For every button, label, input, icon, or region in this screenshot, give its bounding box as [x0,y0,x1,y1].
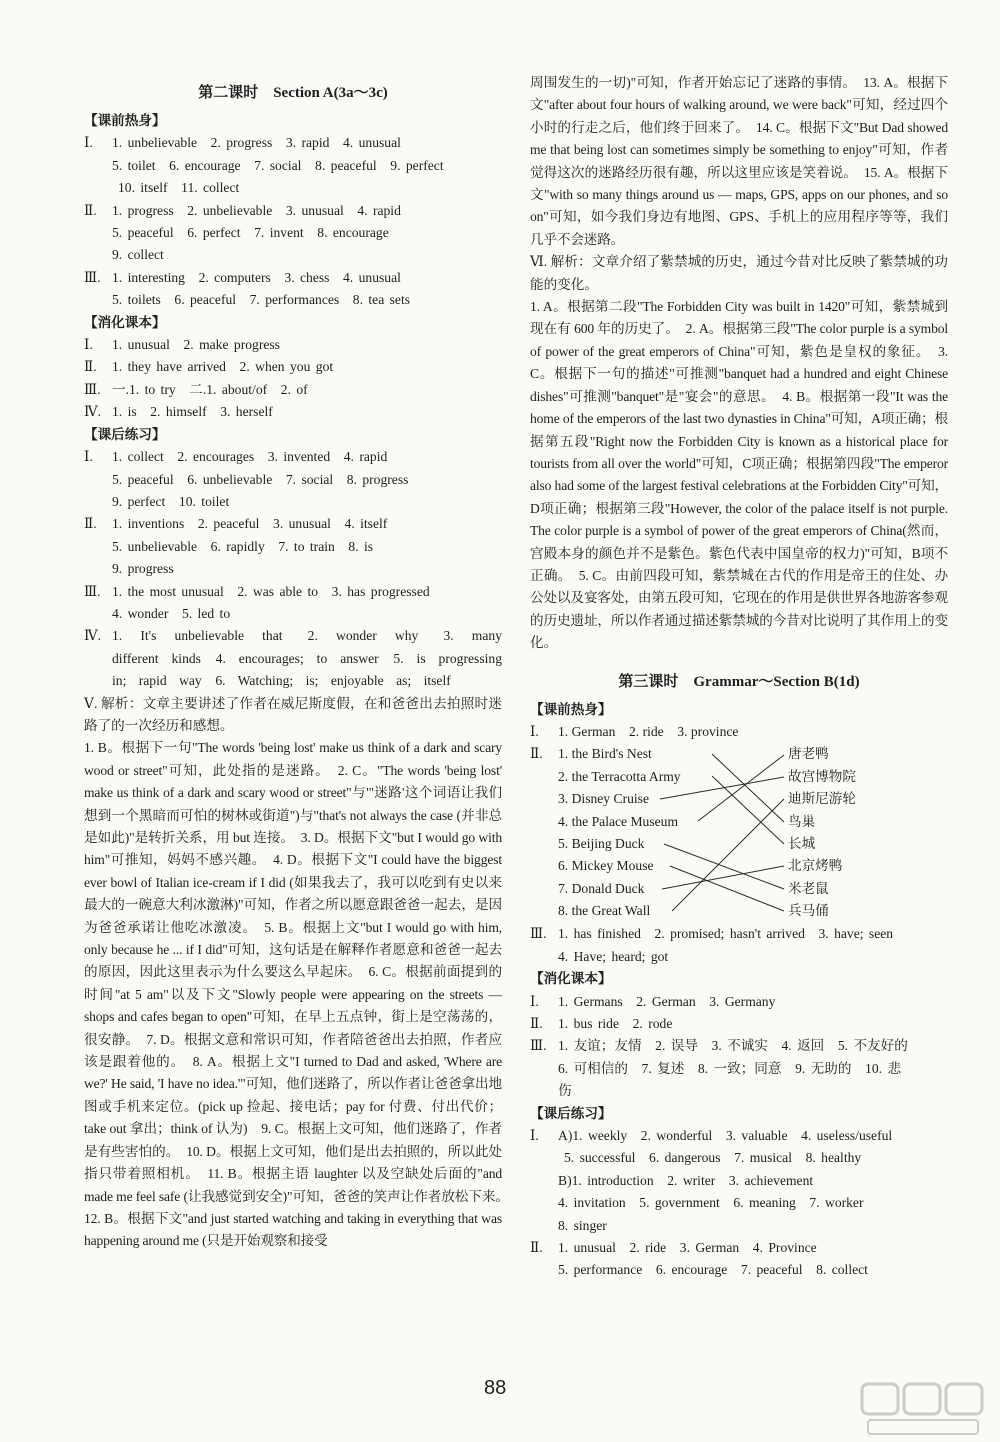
row-number: Ⅱ. [530,1240,543,1256]
answer-list [530,923,948,968]
match-item-zh: 米老鼠 [788,880,829,896]
answer-row [84,244,502,266]
row-number: Ⅲ. [530,926,547,942]
answer-text: 9. collect [112,247,164,263]
answer-row [530,923,948,945]
match-item-en: 2. the Terracotta Army [558,768,681,784]
answer-text: 5. performance 6. encourage 7. peaceful 8. collect [558,1262,868,1278]
row-number [530,1170,558,1192]
answer-row [84,446,502,468]
row-number [84,536,112,558]
row-number: Ⅱ. [530,1016,543,1031]
answer-text: 8. singer [558,1217,607,1233]
answer-row [530,1215,948,1237]
lesson-title: 第二课时 Section A(3a～3c) [198,85,388,101]
watermark-logo [858,1378,988,1438]
answer-text: 1. unusual 2. make progress [112,337,280,353]
answer-row [530,721,948,743]
row-number [530,1080,558,1102]
left-column [84,72,516,1253]
match-item-en: 8. the Great Wall [558,903,651,919]
answer-list [530,1125,948,1282]
match-item-zh: 迪斯尼游轮 [788,791,856,807]
answer-row [84,222,502,244]
answer-row [84,155,502,177]
answer-text: 1. the most unusual 2. was able to 3. has progressed [112,583,430,599]
matching-exercise [530,743,948,923]
row-number: Ⅰ. [84,449,93,465]
row-number: Ⅰ. [84,135,93,151]
answer-text: 1. inventions 2. peaceful 3. unusual 4. itself [112,516,388,532]
match-item-en: 3. Disney Cruise [558,791,649,807]
match-item-zh: 兵马俑 [788,903,829,919]
answer-text: 5. unbelievable 6. rapidly 7. to train 8. is [112,538,374,554]
answer-row [84,177,502,199]
section-head: 【课后练习】 [84,426,166,442]
row-number [530,1259,558,1281]
answer-list [84,132,502,311]
match-item-zh: 故宫博物院 [788,768,856,784]
match-item-zh: 唐老鸭 [788,746,829,762]
row-number [84,603,112,625]
row-number [530,1058,558,1080]
section-head: 【课前热身】 [530,701,612,717]
match-item-zh: 鸟巢 [788,813,816,829]
answer-text: 4. Have; heard; got [558,948,669,964]
answer-text: 1. collect 2. encourages 3. invented 4. rapid [112,449,388,465]
answer-text: 5. peaceful 6. perfect 7. invent 8. encourage [112,225,389,241]
answer-text: 10. itself 11. collect [118,180,240,196]
match-item-en: 4. the Palace Museum [558,813,679,829]
answer-row [530,1170,948,1192]
row-number [84,558,112,580]
answer-text: 4. invitation 5. government 6. meaning 7. worker [558,1195,864,1211]
row-number [84,491,112,513]
answer-row [530,1259,948,1281]
answer-row [530,1147,948,1169]
row-number [84,289,112,311]
answer-row [530,991,948,1013]
answer-text: 1. unbelievable 2. progress 3. rapid 4. unusual [112,135,401,151]
answer-row [84,356,502,378]
answer-text: 1. progress 2. unbelievable 3. unusual 4. rapid [112,202,401,218]
row-number [530,1192,558,1214]
analysis-answers: 1. A。根据第二段"The Forbidden City was built in 1420"可知，紫禁城到现在有 600 年的历史了。 2. A。根据第三段"The color purple is a symbol of power of the great emperors of China"可知，紫色是皇权的象征。 3. C。根据下一句的描述"可推测"banquet had a hundred and eight Chinese dishes"可推测"banquet"是"宴会"的意思。 4. B。根据第一段"It was the home of the emperors of the last two dynasties in China"可知，A项正确；根据第五段"Right now the Forbidden City is known as a historical place for tourists from all over the world"可知，C项正确；根据第四段"The emperor also had some of the largest festival celebrations at the Forbidden City"可知，D项正确；根据第三段"However, the color of the palace itself is not purple. The color purple is a symbol of power of the great emperors of China(然而，宫殿本身的颜色并不是紫色。紫色代表中国皇帝的权力)"可知，B项不正确。 5. C。由前四段可知，紫禁城在古代的作用是帝王的住处、办公处以及宴客处，由第五段可知，它现在的作用是供世界各地游客参观的历史遗址，所以作者通过描述紫禁城的今昔对比说明了其作用上的变化。 [530,299,948,651]
answer-text: A)1. weekly 2. wonderful 3. valuable 4. useless/useful [558,1128,893,1144]
answer-text: 4. wonder 5. led to [112,605,231,621]
row-number: Ⅱ. [84,202,97,218]
row-number: Ⅳ. [84,404,101,420]
answer-row [530,1125,948,1147]
section-head: 【课前热身】 [84,113,166,128]
answer-text: 9. perfect 10. toilet [112,493,230,509]
row-number: Ⅰ. [530,1128,539,1144]
match-item-en: 7. Donald Duck [558,880,645,896]
answer-text: 1. 友谊；友情 2. 误导 3. 不诚实 4. 返回 5. 不友好的 [558,1038,908,1054]
answer-row [530,1035,948,1057]
answer-row [84,581,502,603]
answer-row [84,379,502,401]
row-number: Ⅲ. [84,583,101,599]
row-number: Ⅳ. [84,628,101,644]
answer-list [84,446,502,625]
answer-text: 5. peaceful 6. unbelievable 7. social 8. progress [112,471,409,487]
answer-row [84,469,502,491]
answer-list [530,991,948,1103]
analysis-text: Ⅵ. 解析：文章介绍了紫禁城的历史，通过今昔对比反映了紫禁城的功能的变化。 [530,254,948,292]
answer-list [84,334,502,424]
match-item-zh: 北京烤鸭 [788,858,843,874]
answer-text: 1. has finished 2. promised; hasn't arrived 3. have; seen [558,926,894,942]
answer-row [530,1192,948,1214]
page-number: 88 [484,1377,507,1399]
match-item-en: 1. the Bird's Nest [558,746,652,762]
answer-row [84,267,502,289]
answer-text: 1. German 2. ride 3. province [558,723,739,739]
answer-row [84,200,502,222]
row-number: Ⅰ. [530,993,539,1009]
answer-text: 5. toilets 6. peaceful 7. performances 8. tea sets [112,292,411,308]
answer-row [84,289,502,311]
answer-text: 5. toilet 6. encourage 7. social 8. peaceful 9. perfect [112,157,444,173]
answer-row [84,625,502,692]
answer-row [84,536,502,558]
answer-row [84,401,502,423]
right-column [530,72,948,1282]
analysis-text: Ⅴ. 解析：文章主要讲述了作者在威尼斯度假，在和爸爸出去拍照时迷路了的一次经历和感想。 [84,695,502,733]
answer-text: B)1. introduction 2. writer 3. achievement [558,1172,814,1188]
analysis-answers: 周围发生的一切)"可知，作者开始忘记了迷路的事情。 13. A。根据下文"after about four hours of walking around, we were back"可知，经过四个小时的行走之后，他们终于回来了。 14. C。根据下文"But Dad showed me that being lost can sometimes simply be something to enjoy"可知，作者觉得这次的迷路经历很有趣，所以这里应该是笑着说。 15. A。根据下文"with so many things around us — maps, GPS, apps on our phones, and so on"可知，如今我们身边有地图、GPS、手机上的应用程序等等，我们几乎不会迷路。 [530,75,948,247]
answer-text: 1. they have arrived 2. when you got [112,359,334,375]
answer-text: 1. interesting 2. computers 3. chess 4. unusual [112,269,401,285]
row-number [84,177,118,199]
row-number [530,946,558,968]
row-number: Ⅲ. [530,1038,547,1054]
match-item-en: 5. Beijing Duck [558,835,645,851]
answer-text: 6. 可相信的 7. 复述 8. 一致；同意 9. 无助的 10. 悲 [558,1060,902,1076]
answer-row [84,334,502,356]
answer-text: 伤 [558,1083,572,1099]
row-number: Ⅱ. [84,516,97,532]
row-number [84,244,112,266]
answer-text: 一.1. to try 二.1. about/of 2. of [112,381,308,397]
answer-row [84,513,502,535]
answer-row [530,1080,948,1102]
row-number [84,469,112,491]
section-head: 【消化课本】 [84,314,166,330]
answer-row [530,1237,948,1259]
answer-row [530,1058,948,1080]
lesson-title: 第三课时 Grammar～Section B(1d) [618,673,860,690]
row-number: Ⅱ. [530,746,543,762]
row-number: Ⅰ. [530,723,539,739]
answer-row [530,946,948,968]
answer-text: 1. It's unbelievable that 2. wonder why 3. many different kinds 4. encourages; to answer 5. is progressing in; rapid way 6. Watching; is; enjoyable as; itself [112,628,502,689]
section-head: 【消化课本】 [530,971,612,987]
row-number [530,1215,558,1237]
answer-row [84,603,502,625]
row-number: Ⅰ. [84,337,93,353]
answer-text: 5. successful 6. dangerous 7. musical 8. healthy [564,1150,862,1166]
answer-row [530,1013,948,1035]
answer-text: 1. bus ride 2. rode [558,1016,673,1031]
row-number [84,155,112,177]
match-item-en: 6. Mickey Mouse [558,858,654,874]
answer-text: 1. Germans 2. German 3. Germany [558,993,776,1009]
section-head: 【课后练习】 [530,1105,612,1121]
row-number: Ⅲ. [84,381,101,397]
row-number [530,1147,564,1169]
row-number: Ⅱ. [84,359,97,375]
answer-row [84,132,502,154]
answer-row [84,491,502,513]
answer-text: 1. unusual 2. ride 3. German 4. Province [558,1240,817,1256]
match-item-zh: 长城 [788,835,816,851]
analysis-answers: 1. B。根据下一句"The words 'being lost' make us think of a dark and scary wood or street"可知，此处指的是迷路。 2. C。"The words 'being lost' make us think of a dark and scary wood or street"与"'迷路'这个词语让我们想到一个黑暗而可怕的树林或街道")与"that's not always the case (并非总是如此)"是转折关系，用 but 连接。 3. D。根据下文"but I would go with him"可推知，妈妈不感兴趣。 4. D。根据下文"I could have the biggest ever bowl of Italian ice-cream if I did (如果我去了，我可以吃到有史以来最大的一碗意大利冰激淋)"可知，作者之所以愿意跟爸爸一起去，是因为爸爸承诺让他吃冰激凌。 5. B。根据上文"but I would go with him, only because he ... if I did"可知，这句话是在解释作者愿意和爸爸一起去的原因，因此这里表示为什么要这么早起床。 6. C。根据前面提到的时间"at 5 am"以及下文"Slowly people were appearing on the streets — shops and cafes began to open"可知，在早上五点钟，街上是空荡荡的，很安静。 7. D。根据文意和常识可知，作者陪爸爸出去拍照，作者应该是跟着他的。 8. A。根据上文"I turned to Dad and asked, 'Where are we?' He said, 'I have no idea.'"可知，他们迷路了，所以作者让爸爸拿出地图或手机来定位。(pick up 捡起、接电话；pay for 付费、付出代价；take out 拿出；think of 认为) 9. C。根据上文可知，他们迷路了，作者是有些害怕的。 10. D。根据上文可知，他们是出去拍照的，所以此处指只带着照相机。 11. B。根据主语 laughter 以及空缺处后面的"and made me feel safe (让我感觉到安全)"可知，爸爸的笑声让作者放松下来。 12. B。根据下文"and just started watching and taking in everything that was happening around me (只是开始观察和接受 [84,740,516,1249]
answer-text: 1. is 2. himself 3. herself [112,404,273,420]
row-number: Ⅲ. [84,269,101,285]
answer-row [84,558,502,580]
answer-text: 9. progress [112,561,174,577]
row-number [84,222,112,244]
